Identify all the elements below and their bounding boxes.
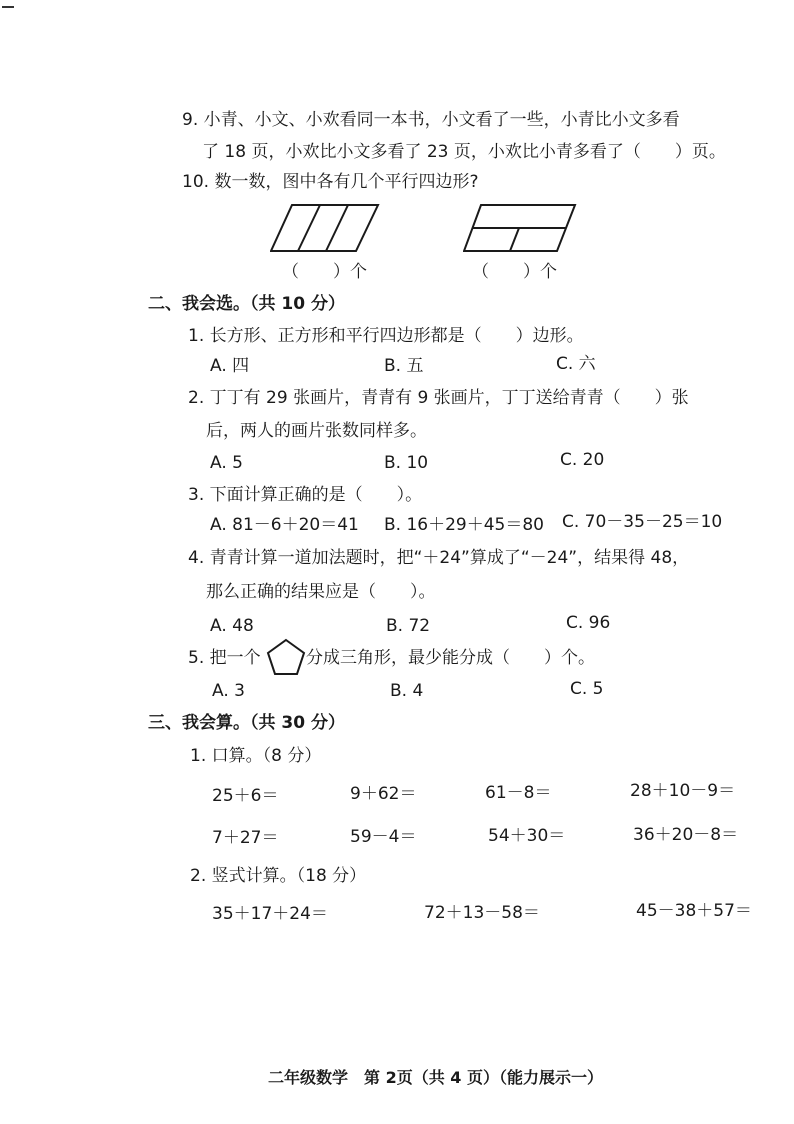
oral-item: 54＋30＝ <box>488 826 566 846</box>
s2-q1-option-b: B. 五 <box>384 356 424 376</box>
oral-item: 7＋27＝ <box>212 828 279 848</box>
q10-answer-1: （ ）个 <box>282 262 367 282</box>
oral-item: 9＋62＝ <box>350 784 417 804</box>
divider-line <box>510 228 519 251</box>
oral-item: 36＋20－8＝ <box>633 825 739 845</box>
divider-line <box>298 205 320 251</box>
s2-q2-option-a: A. 5 <box>210 453 243 473</box>
s2-q5-suffix: 分成三角形，最少能分成（ ）个。 <box>306 648 595 668</box>
s2-q3-option-a: A. 81－6＋20＝41 <box>210 515 359 535</box>
oral-calc-title: 1. 口算。（8 分） <box>190 746 322 766</box>
oral-item: 59－4＝ <box>350 827 417 847</box>
q10-title: 10. 数一数，图中各有几个平行四边形? <box>182 172 479 192</box>
s2-q1-option-c: C. 六 <box>556 354 596 374</box>
s2-q5-option-a: A. 3 <box>212 681 245 701</box>
s2-q5-option-b: B. 4 <box>390 681 424 701</box>
parallelogram-outline-1 <box>271 205 378 251</box>
s2-q2-line2: 后，两人的画片张数同样多。 <box>206 421 427 441</box>
s2-q2-option-c: C. 20 <box>560 450 605 470</box>
q10-answer-2: （ ）个 <box>472 262 557 282</box>
page-footer: 二年级数学 第 2页（共 4 页）（能力展示一） <box>268 1068 603 1087</box>
s2-q4-option-c: C. 96 <box>566 613 611 633</box>
oral-item: 28＋10－9＝ <box>630 781 736 801</box>
vertical-item: 45－38＋57＝ <box>636 901 752 921</box>
vertical-item: 35＋17＋24＝ <box>212 904 328 924</box>
s2-q4-line2: 那么正确的结果应是（ ）。 <box>206 582 436 602</box>
s2-q4-option-b: B. 72 <box>386 616 431 636</box>
s2-q5-prefix: 5. 把一个 <box>188 648 261 668</box>
oral-item: 25＋6＝ <box>212 786 279 806</box>
s2-q4-line1: 4. 青青计算一道加法题时，把“＋24”算成了“－24”，结果得 48， <box>188 548 690 568</box>
divider-line <box>326 205 348 251</box>
parallelogram-figure-1 <box>270 204 380 252</box>
s2-q3-option-c: C. 70－35－25＝10 <box>562 512 723 532</box>
s2-q3-text: 3. 下面计算正确的是（ ）。 <box>188 485 423 505</box>
q9-line1: 9. 小青、小文、小欢看同一本书，小文看了一些，小青比小文多看 <box>182 110 680 130</box>
section-2-heading: 二、我会选。（共 10 分） <box>148 294 345 314</box>
q9-line2: 了 18 页，小欢比小文多看了 23 页，小欢比小青多看了（ ）页。 <box>202 142 726 162</box>
s2-q1-text: 1. 长方形、正方形和平行四边形都是（ ）边形。 <box>188 326 584 346</box>
scan-corner-mark <box>2 6 14 8</box>
pentagon-icon <box>266 638 306 681</box>
vertical-calc-title: 2. 竖式计算。（18 分） <box>190 866 367 886</box>
s2-q2-option-b: B. 10 <box>384 453 429 473</box>
s2-q4-option-a: A. 48 <box>210 616 254 636</box>
s2-q1-option-a: A. 四 <box>210 356 250 376</box>
oral-item: 61－8＝ <box>485 783 552 803</box>
s2-q3-option-b: B. 16＋29＋45＝80 <box>384 515 544 535</box>
section-3-heading: 三、我会算。（共 30 分） <box>148 713 345 733</box>
vertical-item: 72＋13－58＝ <box>424 903 540 923</box>
s2-q5-option-c: C. 5 <box>570 679 604 699</box>
s2-q2-line1: 2. 丁丁有 29 张画片，青青有 9 张画片，丁丁送给青青（ ）张 <box>188 388 689 408</box>
parallelogram-figure-2 <box>463 204 577 252</box>
